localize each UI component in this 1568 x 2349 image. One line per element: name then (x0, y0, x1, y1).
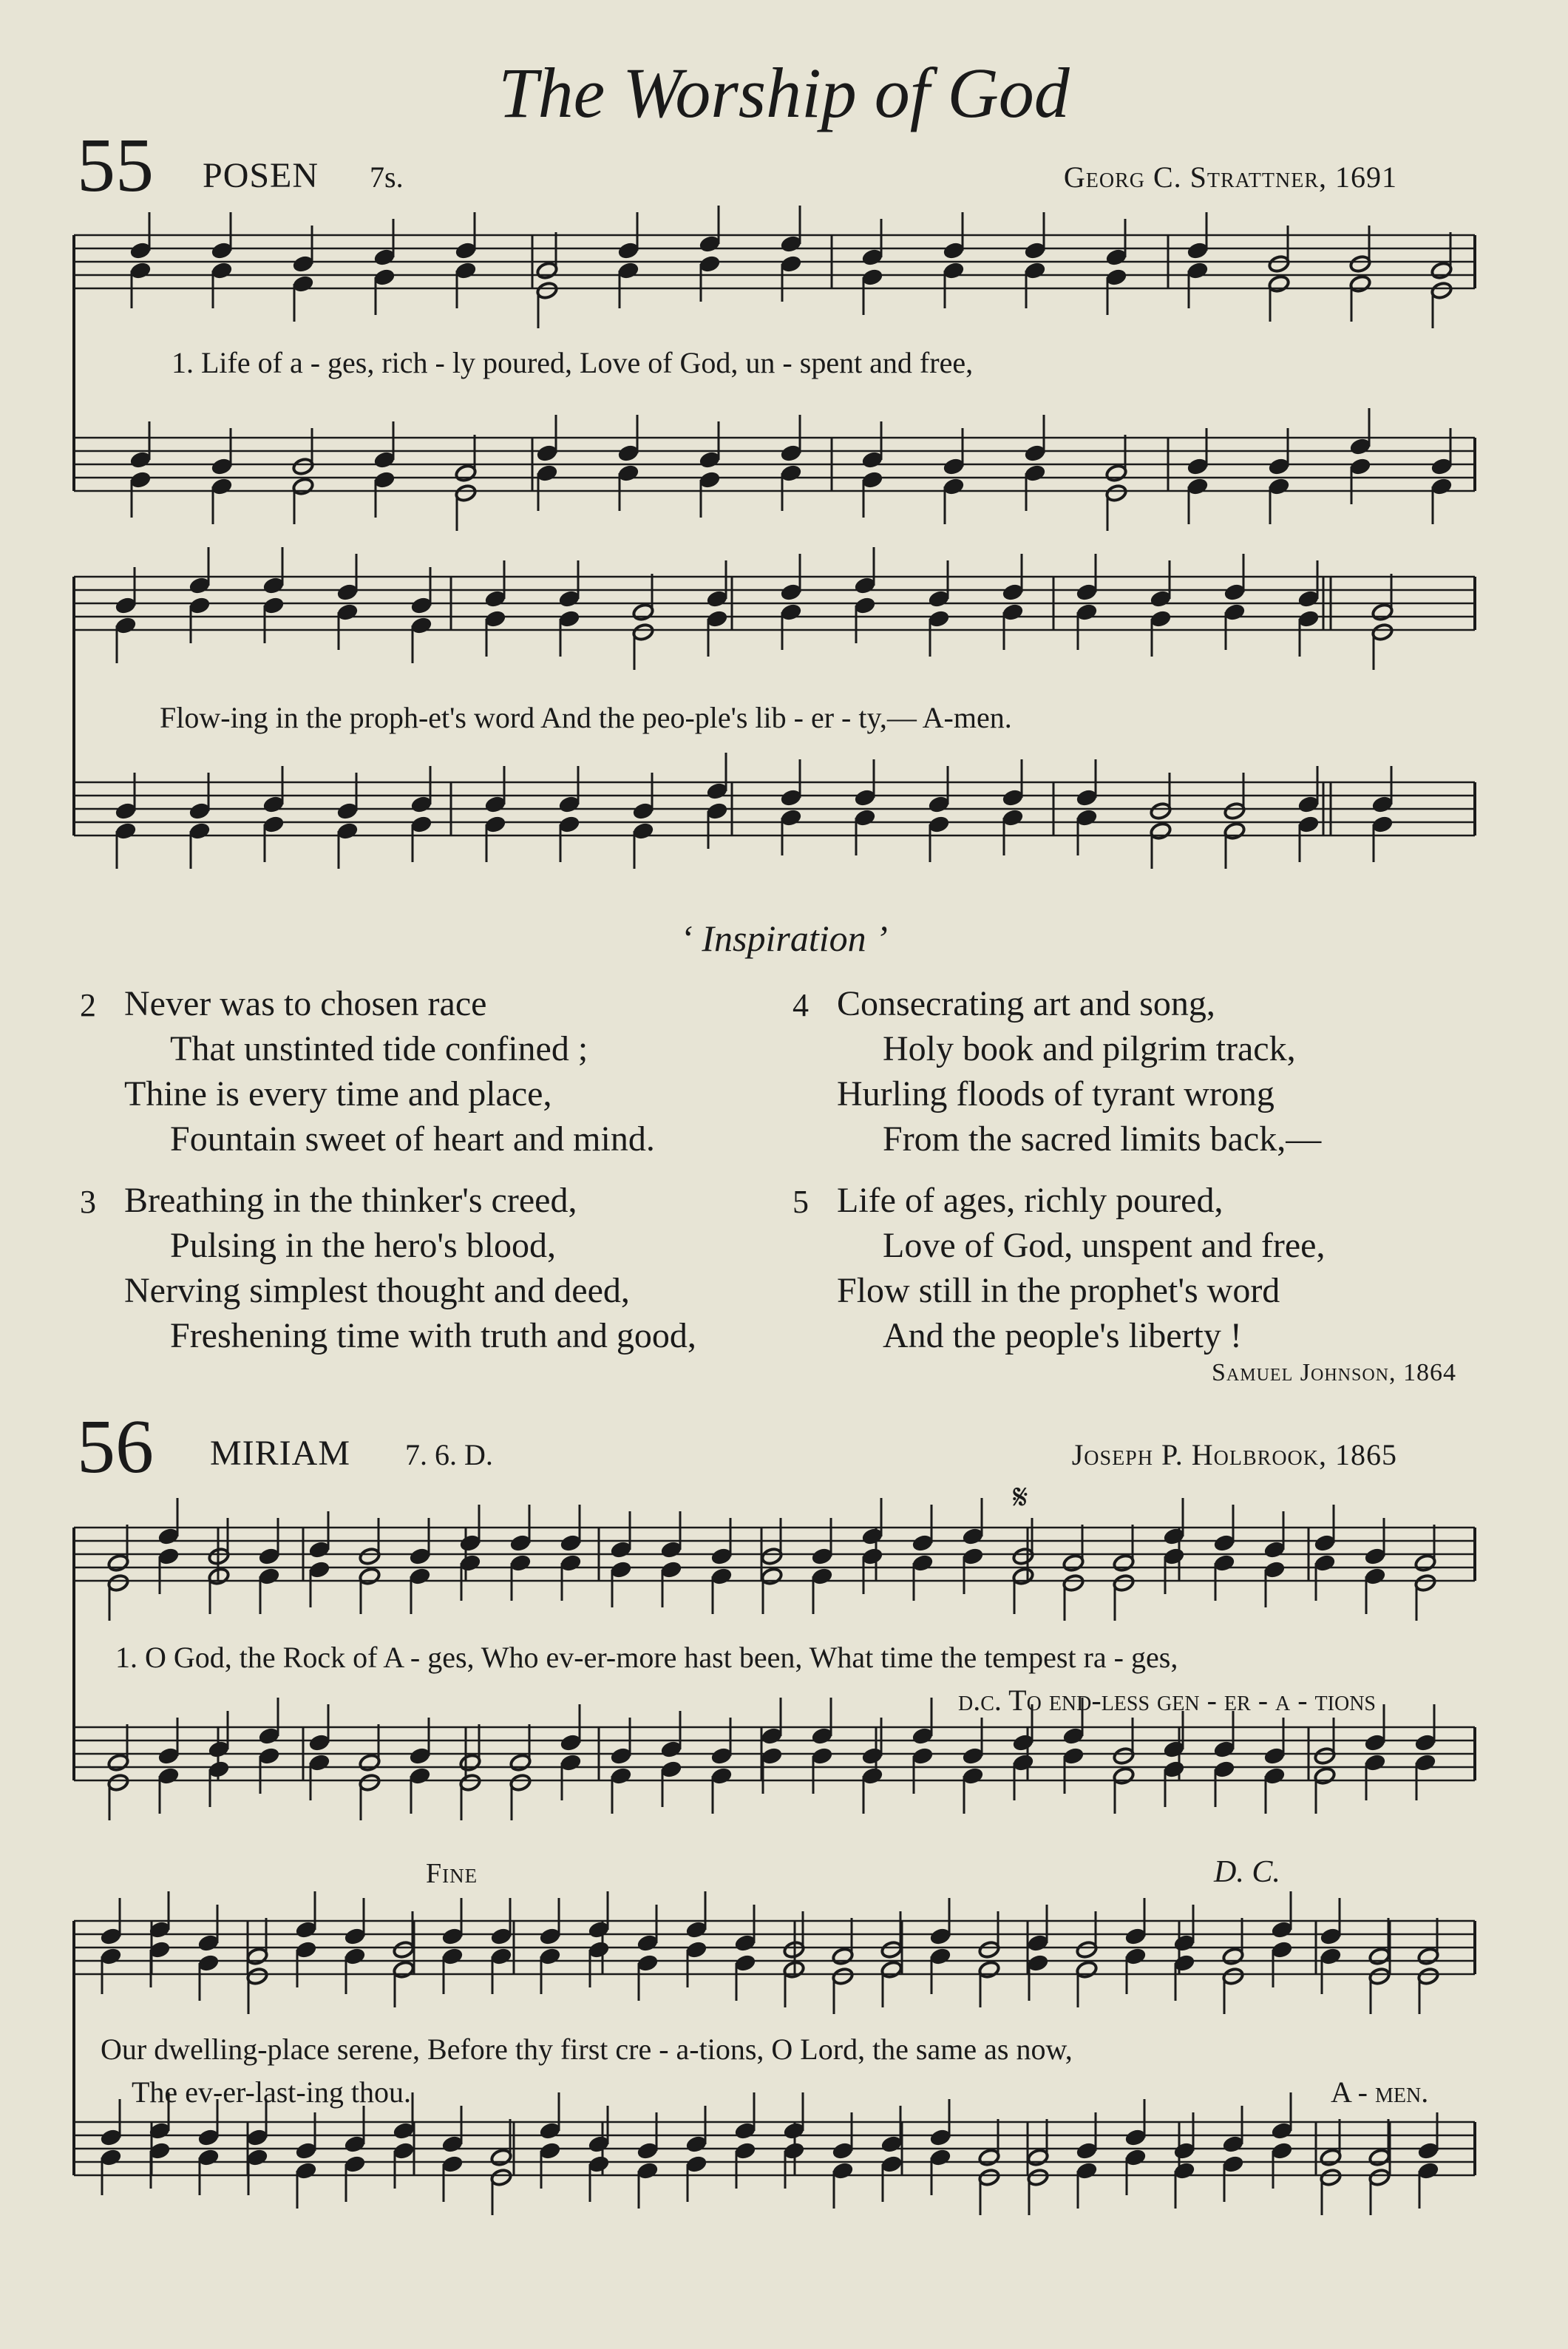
verse-line: Consecrating art and song, (837, 984, 1215, 1023)
composer-56: Joseph P. Holbrook, 1865 (1071, 1438, 1397, 1471)
hymn56-lyrics-dc: d.c. To end-less gen - er - a - tions (958, 1684, 1376, 1717)
verse-line: Love of God, unspent and free, (883, 1226, 1326, 1265)
verse-number: 3 (80, 1184, 96, 1220)
composer-55: Georg C. Strattner, 1691 (1063, 160, 1397, 194)
verse-line: Breathing in the thinker's creed, (124, 1181, 577, 1220)
verse-line: From the sacred limits back,— (883, 1119, 1322, 1159)
verse-number: 4 (793, 987, 809, 1023)
verse-line: Thine is every time and place, (124, 1074, 552, 1114)
verse-line: Holy book and pilgrim track, (883, 1029, 1296, 1068)
hymn-number-55: 55 (77, 123, 154, 208)
tune-name-55: POSEN (203, 156, 319, 195)
hymn55-lyrics-line1: 1. Life of a - ges, rich - ly poured, Love of God, un - spent and free, (172, 346, 974, 379)
verse-line: Flow still in the prophet's word (837, 1271, 1280, 1310)
verse-number: 5 (793, 1184, 809, 1220)
verse-line: Fountain sweet of heart and mind. (170, 1119, 655, 1159)
segno-sign: 𝄋 (1013, 1478, 1028, 1517)
hymn56-lyrics-line3: Our dwelling-place serene, Before thy first cre - a-tions, O Lord, the same as now, (101, 2033, 1073, 2066)
dc-mark: D. C. (1214, 1855, 1280, 1889)
page-title: The Worship of God (498, 53, 1070, 132)
hymn55-lyrics-line2: Flow-ing in the proph-et's word And the peo-ple's lib - er - ty,— A-men. (160, 701, 1012, 734)
tune-name-56: MIRIAM (210, 1434, 351, 1473)
verse-line: Hurling floods of tyrant wrong (837, 1074, 1275, 1114)
verse-number: 2 (80, 987, 96, 1023)
hymn-number-56: 56 (77, 1404, 154, 1489)
meter-55: 7s. (370, 160, 404, 194)
verse-line: That unstinted tide confined ; (170, 1029, 588, 1068)
meter-56: 7. 6. D. (405, 1438, 493, 1471)
verse-line: Life of ages, richly poured, (837, 1181, 1223, 1220)
verse-line: Never was to chosen race (124, 984, 487, 1023)
hymn55-subtitle: ‘ Inspiration ’ (680, 918, 888, 959)
hymn55-author: Samuel Johnson, 1864 (1212, 1359, 1456, 1386)
verse-line: Freshening time with truth and good, (170, 1316, 696, 1355)
verse-line: And the people's liberty ! (883, 1316, 1242, 1355)
verse-line: Nerving simplest thought and deed, (124, 1271, 630, 1310)
hymn56-lyrics-line1: 1. O God, the Rock of A - ges, Who ev-er-more hast been, What time the tempest ra - ges, (115, 1641, 1178, 1674)
hymn56-lyrics-line4: The ev-er-last-ing thou. (132, 2075, 411, 2109)
verse-line: Pulsing in the hero's blood, (170, 1226, 556, 1265)
hymn56-amen: A - men. (1331, 2075, 1429, 2109)
fine-mark: Fine (426, 1858, 478, 1889)
